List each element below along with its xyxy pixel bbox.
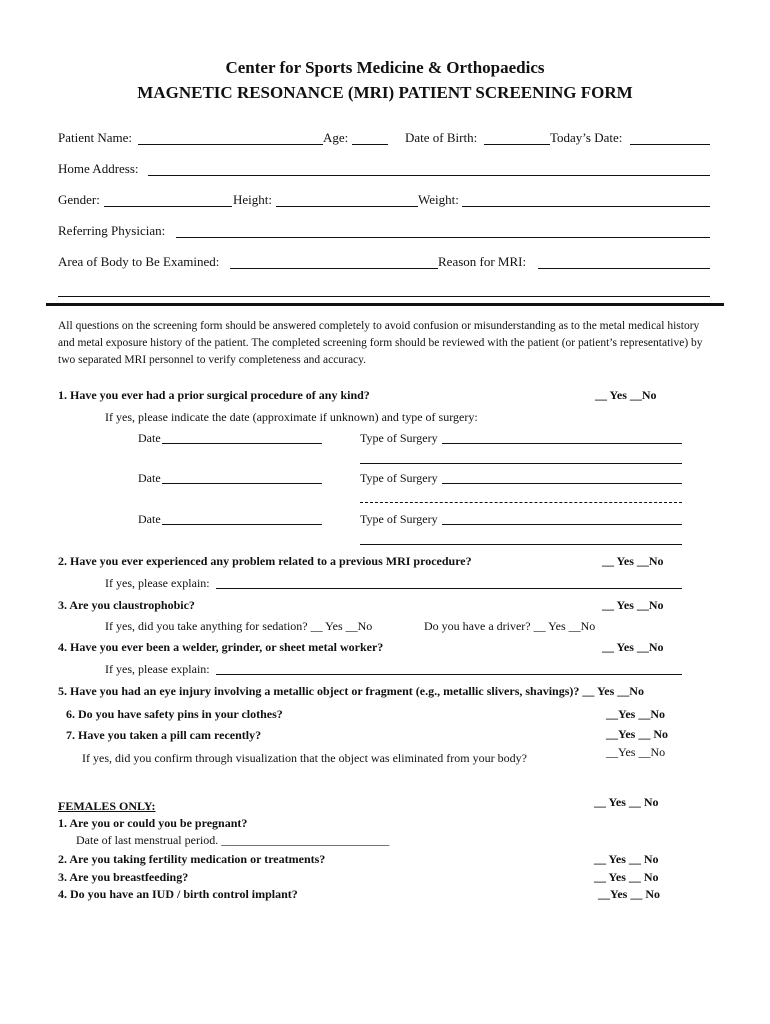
patient-name-label: Patient Name: bbox=[58, 130, 133, 145]
q5-text[interactable]: 5. Have you had an eye injury involving a metallic object or fragment (e.g., metallic slivers, shavings)? __ Yes __No bbox=[58, 684, 644, 698]
q1-type-field-3[interactable] bbox=[442, 524, 682, 525]
q4-text: 4. Have you ever been a welder, grinder, or sheet metal worker? bbox=[58, 640, 384, 654]
q1-type-field-1[interactable] bbox=[442, 443, 682, 444]
q1-type-label-1: Type of Surgery bbox=[360, 431, 438, 445]
females-q4: 4. Do you have an IUD / birth control implant? bbox=[58, 887, 298, 901]
q3-answer[interactable]: __ Yes __No bbox=[602, 598, 664, 612]
referring-physician-field[interactable] bbox=[176, 237, 710, 238]
q2-text: 2. Have you ever experienced any problem related to a previous MRI procedure? bbox=[58, 554, 472, 568]
q3-text: 3. Are you claustrophobic? bbox=[58, 598, 195, 612]
females-q3-answer[interactable]: __ Yes __ No bbox=[594, 870, 659, 884]
form-title: MAGNETIC RESONANCE (MRI) PATIENT SCREENING FORM bbox=[137, 83, 633, 102]
reason-label: Reason for MRI: bbox=[438, 254, 527, 269]
gender-label: Gender: bbox=[58, 192, 100, 207]
q7-sub-answer[interactable]: __Yes __No bbox=[606, 745, 666, 759]
q2-answer[interactable]: __ Yes __No bbox=[602, 554, 664, 568]
age-label: Age: bbox=[323, 130, 349, 145]
q1-type-field-2[interactable] bbox=[442, 483, 682, 484]
q1-text: 1. Have you ever had a prior surgical procedure of any kind? bbox=[58, 388, 370, 402]
q1-date-field-2[interactable] bbox=[162, 483, 322, 484]
todays-date-field[interactable] bbox=[630, 144, 710, 145]
weight-label: Weight: bbox=[418, 192, 459, 207]
q1-type-label-2: Type of Surgery bbox=[360, 471, 438, 485]
females-q4-answer[interactable]: __Yes __ No bbox=[598, 887, 660, 901]
q7-text: 7. Have you taken a pill cam recently? bbox=[66, 728, 262, 742]
females-q3: 3. Are you breastfeeding? bbox=[58, 870, 189, 884]
q1-sub: If yes, please indicate the date (approximate if unknown) and type of surgery: bbox=[105, 410, 478, 424]
q1-answer[interactable]: __ Yes __No bbox=[595, 388, 657, 402]
q6-text: 6. Do you have safety pins in your clothes? bbox=[66, 707, 283, 721]
females-q1-sub[interactable]: Date of last menstrual period. ____________________________ bbox=[76, 833, 390, 847]
q1-date-label-2: Date bbox=[138, 471, 161, 485]
q3-sedation[interactable]: If yes, did you take anything for sedation? __ Yes __No bbox=[105, 619, 373, 633]
q2-explain-field[interactable] bbox=[216, 588, 682, 589]
females-q2: 2. Are you taking fertility medication or treatments? bbox=[58, 852, 326, 866]
q2-sub: If yes, please explain: bbox=[105, 576, 210, 590]
home-address-field[interactable] bbox=[148, 175, 710, 176]
q1-date-field-1[interactable] bbox=[162, 443, 322, 444]
age-field[interactable] bbox=[352, 144, 388, 145]
area-of-body-label: Area of Body to Be Examined: bbox=[58, 254, 220, 269]
reason-field[interactable] bbox=[538, 268, 710, 269]
females-heading: FEMALES ONLY: bbox=[58, 799, 156, 813]
q7-answer[interactable]: __Yes __ No bbox=[606, 727, 668, 741]
q6-answer[interactable]: __Yes __No bbox=[606, 707, 665, 721]
gender-field[interactable] bbox=[104, 206, 232, 207]
height-field[interactable] bbox=[276, 206, 418, 207]
q3-driver[interactable]: Do you have a driver? __ Yes __No bbox=[424, 619, 596, 633]
females-q1: 1. Are you or could you be pregnant? bbox=[58, 816, 248, 830]
dob-label: Date of Birth: bbox=[405, 130, 478, 145]
q1-type-extra-2[interactable] bbox=[360, 502, 682, 503]
q7-sub: If yes, did you confirm through visualization that the object was eliminated from your body? bbox=[82, 751, 527, 765]
q1-date-label-3: Date bbox=[138, 512, 161, 526]
area-of-body-field[interactable] bbox=[230, 268, 438, 269]
home-address-label: Home Address: bbox=[58, 161, 139, 176]
height-label: Height: bbox=[233, 192, 272, 207]
q1-type-label-3: Type of Surgery bbox=[360, 512, 438, 526]
section-divider bbox=[46, 303, 724, 306]
todays-date-label: Today’s Date: bbox=[550, 130, 623, 145]
females-q2-answer[interactable]: __ Yes __ No bbox=[594, 852, 659, 866]
females-heading-answer[interactable]: __ Yes __ No bbox=[594, 795, 659, 809]
patient-name-field[interactable] bbox=[138, 144, 323, 145]
q1-type-extra-1[interactable] bbox=[360, 463, 682, 464]
referring-physician-label: Referring Physician: bbox=[58, 223, 166, 238]
q4-answer[interactable]: __ Yes __No bbox=[602, 640, 664, 654]
weight-field[interactable] bbox=[462, 206, 710, 207]
dob-field[interactable] bbox=[484, 144, 550, 145]
q1-date-field-3[interactable] bbox=[162, 524, 322, 525]
q1-date-label-1: Date bbox=[138, 431, 161, 445]
q4-explain-field[interactable] bbox=[216, 674, 682, 675]
q4-sub: If yes, please explain: bbox=[105, 662, 210, 676]
q1-type-extra-3[interactable] bbox=[360, 544, 682, 545]
instructions-paragraph: All questions on the screening form should be answered completely to avoid confusion or misunderstanding as to the metal medical history and metal exposure history of the patient. The completed screening form should be reviewed with the patient (or patient’s representative) by two separated MRI personnel to verify completeness and accuracy. bbox=[58, 320, 703, 366]
org-name: Center for Sports Medicine & Orthopaedics bbox=[225, 58, 545, 77]
extra-reason-line[interactable] bbox=[58, 296, 710, 297]
